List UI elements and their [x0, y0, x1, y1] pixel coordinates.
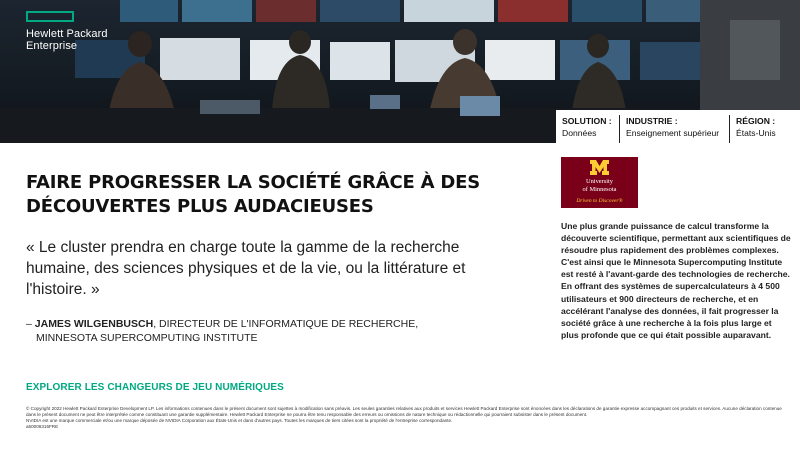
info-industry-label: INDUSTRIE : [626, 116, 678, 126]
attribution-name: JAMES WILGENBUSCH [34, 318, 154, 330]
info-region [729, 115, 799, 143]
info-solution-value: Données [562, 128, 597, 138]
legal-copyright: © Copyright 2022 Hewlett Packard Enterprise Development LP. Les informations contenues dans le présent document sont sujettes à modification sans préavis. Les seules garanties relatives aux produits et services Hewlett Packard Enterprise sont énoncées dans les déclarations de garantie expresse accompagnant ces produits et services. Aucune déclaration contenue dans le présent document ne peut être interprétée comme constituant une garantie supplémentaire. Hewlett Packard Enterprise ne pourra être tenu responsable des erreurs ou omissions de nature technique ou rédactionnelle qui pourraient subsister dans le présent document. [26, 406, 782, 417]
explore-game-changers-link[interactable]: EXPLORER LES CHANGEURS DE JEU NUMÉRIQUES [26, 382, 284, 393]
university-of-minnesota-logo [561, 157, 638, 208]
attribution-org: MINNESOTA SUPERCOMPUTING INSTITUTE [36, 332, 258, 344]
hpe-logo-text-line1: Hewlett Packard [26, 28, 108, 40]
attribution-dash: – [26, 318, 35, 330]
hpe-logo [26, 11, 108, 52]
info-region-label: RÉGION : [736, 116, 776, 126]
umn-m-icon [590, 160, 609, 175]
attribution-title: , DIRECTEUR DE L'INFORMATIQUE DE RECHERCHE, [153, 318, 419, 330]
umn-name-line1: University [586, 178, 613, 185]
umn-tagline: Driven to Discover® [576, 198, 623, 204]
page-title: FAIRE PROGRESSER LA SOCIÉTÉ GRÂCE À DES DÉCOUVERTES PLUS AUDACIEUSES [26, 172, 481, 217]
sidebar-summary: Une plus grande puissance de calcul transforme la découverte scientifique, permettant aux scientifiques de résoudre plus rapidement des problèmes complexes. C'est ainsi que le Minnesota Supercomputing Institute est resté à l'avant-garde des technologies de recherche. En offrant des systèmes de supercalculateurs à 4 500 utilisateurs et 900 directeurs de recherche, et en accélérant l'analyse des données, il fait progresser la société grâce à une recherche à la fois plus large et plus profonde que ce qui était possible auparavant. [561, 221, 791, 340]
info-industry-value: Enseignement supérieur [626, 128, 720, 138]
umn-name-line2: of Minnesota [582, 186, 617, 193]
legal-footer [26, 406, 786, 430]
info-industry [619, 115, 729, 143]
info-solution [562, 115, 619, 143]
pull-quote: « Le cluster prendra en charge toute la gamme de la recherche humaine, des sciences physiques et de la vie, ou la littérature et l'histoire. » [26, 239, 466, 298]
legal-trademark: NVIDIA est une marque commerciale et/ou une marque déposée de NVIDIA Corporation aux États-Unis et dans d'autres pays. Toutes les marques de tiers citées sont la propriété de l'entreprise correspondante. [26, 418, 453, 423]
hpe-logo-text-line2: Enterprise [26, 40, 78, 52]
legal-doc-id: a50006316FRE [26, 424, 59, 429]
info-solution-label: SOLUTION : [562, 116, 612, 126]
info-region-value: États-Unis [736, 128, 776, 138]
hpe-logo-mark [26, 11, 74, 22]
quote-attribution [26, 317, 526, 345]
info-strip [556, 110, 800, 143]
